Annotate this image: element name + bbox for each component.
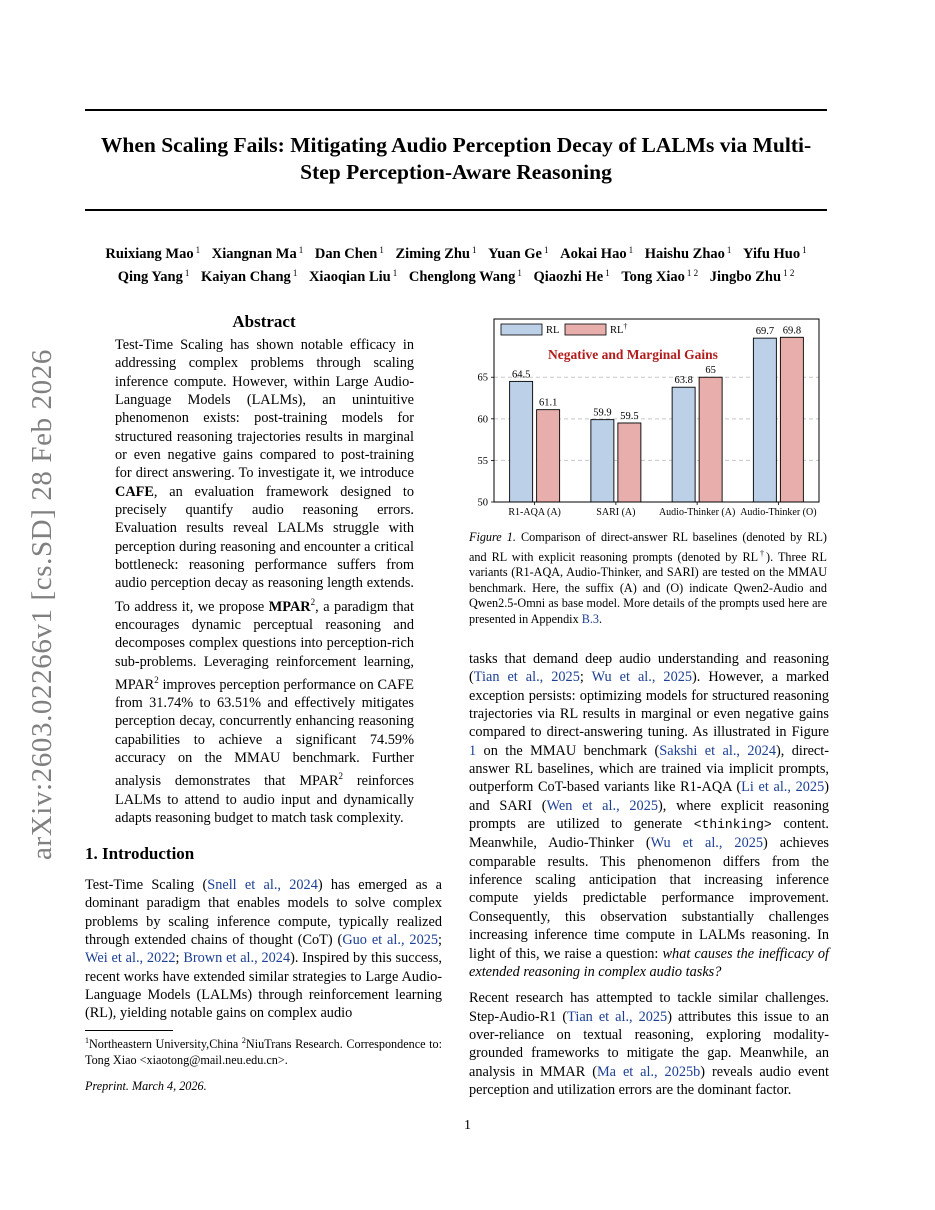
citation-link[interactable]: Snell et al., 2024 xyxy=(207,877,318,893)
paper-title: When Scaling Fails: Mitigating Audio Perception Decay of LALMs via Multi-Step Perception-Aware Reasoning xyxy=(100,133,812,184)
abstract-body: Test-Time Scaling has shown notable efficacy in addressing complex problems through scaling inference compute. However, within Large Audio-Language Models (LALMs), an unintuitive phenomenon exists: post-training models for structured reasoning trajectories results in marginal or even negative gains compared to post-training for direct answering. To investigate it, we introduce CAFE, an evaluation framework designed to precisely quantify audio reasoning errors. Evaluation results reveal LALMs struggle with perception during reasoning and encounter a critical bottleneck: reasoning performance suffers from audio perception decay as reasoning length extends. To address it, we propose MPAR$^2$, a paradigm that encourages dynamic perceptual reasoning and decomposes complex questions into perception-rich sub-problems. Leveraging reinforcement learning, MPAR$^2$ improves perception performance on CAFE from 31.74% to 63.51% and effectively mitigates perception decay, concurrently enhancing reasoning capabilities to achieve a significant 74.59% accuracy on the MMAU benchmark. Further analysis demonstrates that MPAR$^2$ reinforces LALMs to attend to audio input and dynamically adapts reasoning budget to match task complexity. xyxy=(115,337,414,826)
citation-link[interactable]: Tian et al., 2025 xyxy=(567,1008,668,1025)
citation-link[interactable]: Li et al., 2025 xyxy=(741,779,825,796)
author-name: Kaiyan Chang $^1$ xyxy=(200,268,298,285)
author-name: Dan Chen $^1$ xyxy=(314,245,384,262)
author-affiliation: 1 xyxy=(184,268,190,278)
author-name: Xiangnan Ma $^1$ xyxy=(211,245,304,262)
author-name: Ruixiang Mao $^1$ xyxy=(105,245,201,262)
x-tick-label: SARI (A) xyxy=(596,507,636,518)
author-name: Qing Yang $^1$ xyxy=(117,268,190,285)
author-name: Xiaoqian Liu $^1$ xyxy=(308,268,398,285)
citation-link[interactable]: Tian et al., 2025 xyxy=(473,669,580,686)
author-affiliation: 1 xyxy=(517,268,522,278)
arxiv-stamp: arXiv:2603.02266v1 [cs.SD] 28 Feb 2026 xyxy=(26,349,58,860)
legend-swatch-rl-dagger xyxy=(565,324,606,335)
citation-link[interactable]: Sakshi et al., 2024 xyxy=(659,742,776,759)
chart-title: Negative and Marginal Gains xyxy=(548,347,718,362)
data-label: 63.8 xyxy=(674,375,693,387)
author-name: Haishu Zhao $^1$ xyxy=(644,245,732,262)
bar xyxy=(510,381,533,502)
author-name: Tong Xiao $^{1 2}$ xyxy=(621,268,699,285)
data-label: 65 xyxy=(705,365,716,377)
data-label: 59.5 xyxy=(620,410,639,422)
citation-link[interactable]: Ma et al., 2025b xyxy=(596,1063,701,1080)
author-affiliation: 1 xyxy=(543,245,549,255)
x-tick-label: R1-AQA (A) xyxy=(508,507,561,518)
cafe-term: CAFE xyxy=(115,483,154,500)
legend-label-rl: RL xyxy=(546,325,560,336)
author-affiliation: 1 xyxy=(628,245,634,255)
author-affiliation: 1 xyxy=(292,268,298,278)
author-affiliation: 1 xyxy=(605,268,610,278)
figure-caption: Figure 1. Comparison of direct-answer RL baselines (denoted by RL) and RL with explicit reasoning prompts (denoted by RL†). Three RL variants (R1-AQA, Audio-Thinker, and SARI) are tested on the MMAU benchmark. Here, the suffix (A) and (O) indicate Qwen2-Audio and Qwen2.5-Omni as base model. More details of the prompts used here are presented in Appendix B.3. xyxy=(469,530,827,627)
appendix-link[interactable]: B.3 xyxy=(581,612,599,627)
preprint-note: Preprint. March 4, 2026. xyxy=(85,1079,207,1093)
page-number: 1 xyxy=(464,1118,471,1133)
data-label: 69.8 xyxy=(782,325,802,337)
legend-label-rl-dagger: RL† xyxy=(610,322,628,336)
data-label: 69.7 xyxy=(755,326,775,338)
author-affiliation: 1 2 xyxy=(686,268,699,278)
y-tick-label: 50 xyxy=(477,497,488,509)
figure-label: Figure 1. xyxy=(469,530,516,544)
citation-link[interactable]: Brown et al., 2024 xyxy=(183,950,291,967)
research-question: what causes the inefficacy of extended reasoning in complex audio tasks? xyxy=(469,945,830,980)
top-rule xyxy=(85,109,827,111)
bar xyxy=(699,377,722,502)
y-tick-label: 60 xyxy=(477,414,488,426)
author-name: Chenglong Wang $^1$ xyxy=(408,268,522,285)
citation-link[interactable]: Wu et al., 2025 xyxy=(591,669,693,686)
author-name: Aokai Hao $^1$ xyxy=(560,245,634,262)
citation-link[interactable]: Wei et al., 2022 xyxy=(85,950,176,967)
author-affiliation: 1 xyxy=(802,245,807,255)
right-column-body: tasks that demand deep audio understanding and reasoning (Tian et al., 2025; Wu et al., 2025). However, a marked exception persists: optimizing models for structured reasoning trajectories via RL results in marginal or even negative gains compared to direct-answering tuning. As illustrated in Figure 1 on the MMAU benchmark (Sakshi et al., 2024), direct-answer RL baselines, which are trained via implicit prompts, outperform CoT-based variants like R1-AQA (Li et al., 2025) and SARI (Wen et al., 2025), where explicit reasoning prompts are utilized to generate <thinking> content. Meanwhile, Audio-Thinker (Wu et al., 2025) achieves comparable results. This phenomenon differs from the inference scaling anticipation that increasing inference compute yields predictable performance improvement. Consequently, this observation substantially challenges increasing inference time compute in LALMs reasoning. In light of this, we raise a question: what causes the inefficacy of extended reasoning in complex audio tasks? Recent research has attempted to tackle similar challenges. Step-Audio-R1 (Tian et al., 2025) attributes this issue to an over-reliance on textual reasoning, exploring modality-grounded frameworks to mitigate the gap. Meanwhile, an analysis in MMAR (Ma et al., 2025b) reveals audio event perception and utilization errors are the dominant factor. xyxy=(469,651,830,1098)
figure-reference-link[interactable]: 1 xyxy=(469,742,477,759)
author-affiliation: 1 2 xyxy=(783,268,795,278)
data-label: 61.1 xyxy=(538,397,558,409)
code-token: <thinking> xyxy=(693,817,772,833)
bar xyxy=(618,423,641,502)
y-tick-label: 55 xyxy=(477,455,488,467)
author-affiliation: 1 xyxy=(195,245,201,255)
author-name: Yuan Ge $^1$ xyxy=(488,245,549,262)
citation-link[interactable]: Wu et al., 2025 xyxy=(650,835,764,852)
y-tick-label: 65 xyxy=(477,372,488,384)
x-tick-label: Audio-Thinker (A) xyxy=(658,507,736,518)
abstract-heading: Abstract xyxy=(232,312,296,331)
legend-swatch-rl xyxy=(501,324,542,335)
bar xyxy=(672,387,695,502)
introduction-body: Test-Time Scaling (Snell et al., 2024) has emerged as a dominant paradigm that enables models to solve complex problems by scaling inference compute, typically realized through extended chains of thought (CoT) (Guo et al., 2025; Wei et al., 2022; Brown et al., 2024). Inspired by this success, recent works have extended similar strategies to Large Audio-Language Models (LALMs) through reinforcement learning (RL), yielding notable gains on complex audio xyxy=(85,877,442,1022)
author-name: Qiaozhi He $^1$ xyxy=(533,268,610,285)
data-label: 64.5 xyxy=(511,369,531,381)
citation-link[interactable]: Guo et al., 2025 xyxy=(342,932,439,949)
author-list xyxy=(85,241,827,287)
data-label: 59.9 xyxy=(593,407,612,419)
section-heading-introduction: 1. Introduction xyxy=(85,844,195,863)
author-affiliation: 1 xyxy=(379,245,384,255)
author-affiliation: 1 xyxy=(392,268,398,278)
mpar-term: MPAR xyxy=(268,598,311,615)
title-bottom-rule xyxy=(85,209,827,211)
bar xyxy=(780,337,803,502)
citation-link[interactable]: Wen et al., 2025 xyxy=(546,797,658,814)
author-name: Yifu Huo $^1$ xyxy=(743,245,807,262)
footnote-rule xyxy=(85,1030,173,1031)
x-tick-label: Audio-Thinker (O) xyxy=(740,507,817,518)
bar xyxy=(591,420,614,502)
footnote: $^1$Northeastern University,China $^2$NiuTrans Research. Correspondence to: Tong Xiao <xiaotong@mail.neu.edu.cn>. xyxy=(85,1036,442,1068)
author-name: Jingbo Zhu $^{1 2}$ xyxy=(709,268,795,285)
author-affiliation: 1 xyxy=(472,245,477,255)
bar xyxy=(537,410,560,502)
figure-1-bar-chart xyxy=(466,316,828,522)
bar xyxy=(753,338,776,502)
author-name: Ziming Zhu $^1$ xyxy=(395,245,477,262)
author-affiliation: 1 xyxy=(726,245,732,255)
author-affiliation: 1 xyxy=(298,245,304,255)
